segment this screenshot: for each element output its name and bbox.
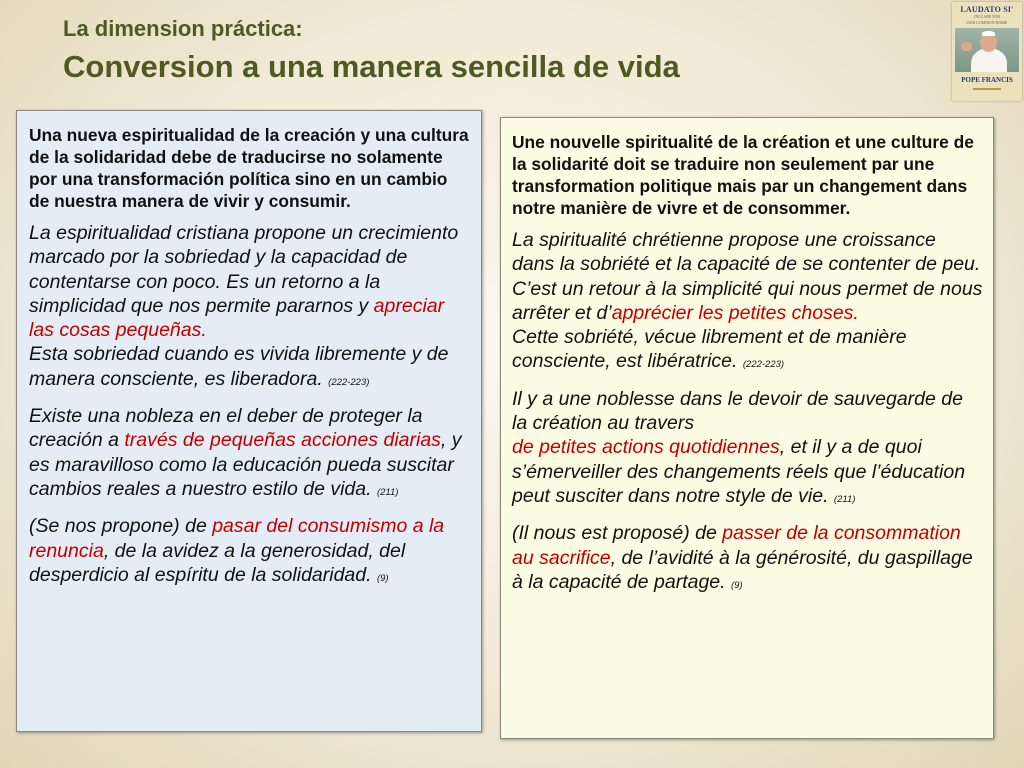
- fr-highlight-daily-actions: de petites actions quotidiennes: [512, 436, 780, 459]
- fr-paragraph-sacrifice: (Il nous est proposé) de passer de la consommation au sacrifice, de l’avidité à la générosité, du gaspillage à la capacité de partage. (9): [512, 522, 973, 593]
- cover-subtitle-line-1: ON CARE FOR: [973, 14, 1001, 19]
- slide-subtitle: La dimension práctica:: [63, 16, 303, 41]
- es-lead-paragraph: Una nueva espiritualidad de la creación y una cultura de la solidaridad debe de traducirse no solamente por una transformación política sino en un cambio de nuestra manera de vivir y consumir.: [29, 125, 469, 211]
- cover-title: LAUDATO SI': [960, 5, 1014, 14]
- cover-subtitle-line-2: OUR COMMON HOME: [966, 19, 1008, 25]
- fr-lead-paragraph: Une nouvelle spiritualité de la création et une culture de la solidarité doit se traduire non seulement par une transformation politique mais par un changement dans notre manière de vivre et de consommer.: [512, 132, 974, 218]
- es-paragraph-nobility: Existe una nobleza en el deber de proteger la creación a través de pequeñas acciones diarias, y es maravilloso como la educación pueda suscitar cambios reales a nuestro estilo de vida. (211): [29, 405, 462, 500]
- fr-highlight-small-things: apprécier les petites choses.: [611, 301, 859, 324]
- cover-author: POPE FRANCIS: [961, 76, 1013, 84]
- fr-reference-211: (211): [833, 493, 856, 505]
- spanish-text-panel: [16, 110, 482, 732]
- fr-reference-9: (9): [731, 579, 743, 591]
- fr-paragraph-sobriety: La spiritualité chrétienne propose une croissance dans la sobriété et la capacité de se contenter de peu. C’est un retour à la simplicité qui nous permet de nous arrêter et d’apprécier les petites choses. Cette sobriété, vécue librement et de manière consciente, est libératrice. (222-223): [512, 229, 983, 373]
- french-text-panel: [500, 117, 994, 739]
- pope-photo: [955, 28, 1019, 72]
- cover-divider: [973, 88, 1001, 90]
- es-reference-222-223: (222-223): [328, 376, 370, 388]
- es-reference-211: (211): [376, 486, 399, 498]
- encyclical-cover-image: [952, 2, 1022, 101]
- es-highlight-daily-actions: través de pequeñas acciones diarias: [124, 429, 441, 452]
- es-reference-9: (9): [376, 572, 389, 584]
- fr-highlight-consumption: passer de la consommation au sacrifice: [512, 522, 961, 569]
- es-paragraph-renunciation: (Se nos propone) de pasar del consumismo a la renuncia, de la avidez a la generosidad, del desperdicio al espíritu de la solidaridad. (9): [29, 515, 445, 586]
- slide-main-title: Conversion a una manera sencilla de vida: [63, 49, 680, 84]
- fr-reference-222-223: (222-223): [742, 359, 785, 371]
- es-paragraph-sobriety: La espiritualidad cristiana propone un crecimiento marcado por la sobriedad y la capacidad de contentarse con poco. Es un retorno a la simplicidad que nos permite pararnos y apreciar las cosas pequeñas. Esta sobriedad cuando es vivida libremente y de manera consciente, es liberadora. (222-223): [29, 222, 459, 390]
- es-highlight-small-things: apreciar las cosas pequeñas.: [29, 294, 445, 342]
- es-highlight-consumerism: pasar del consumismo a la renuncia: [29, 515, 445, 562]
- slide-title: [63, 14, 680, 88]
- fr-paragraph-nobility: Il y a une noblesse dans le devoir de sauvegarde de la création au travers de petites actions quotidiennes, et il y a de quoi s’émerveiller des changements réels que l’éducation peut susciter dans notre style de vie. (211): [512, 387, 966, 507]
